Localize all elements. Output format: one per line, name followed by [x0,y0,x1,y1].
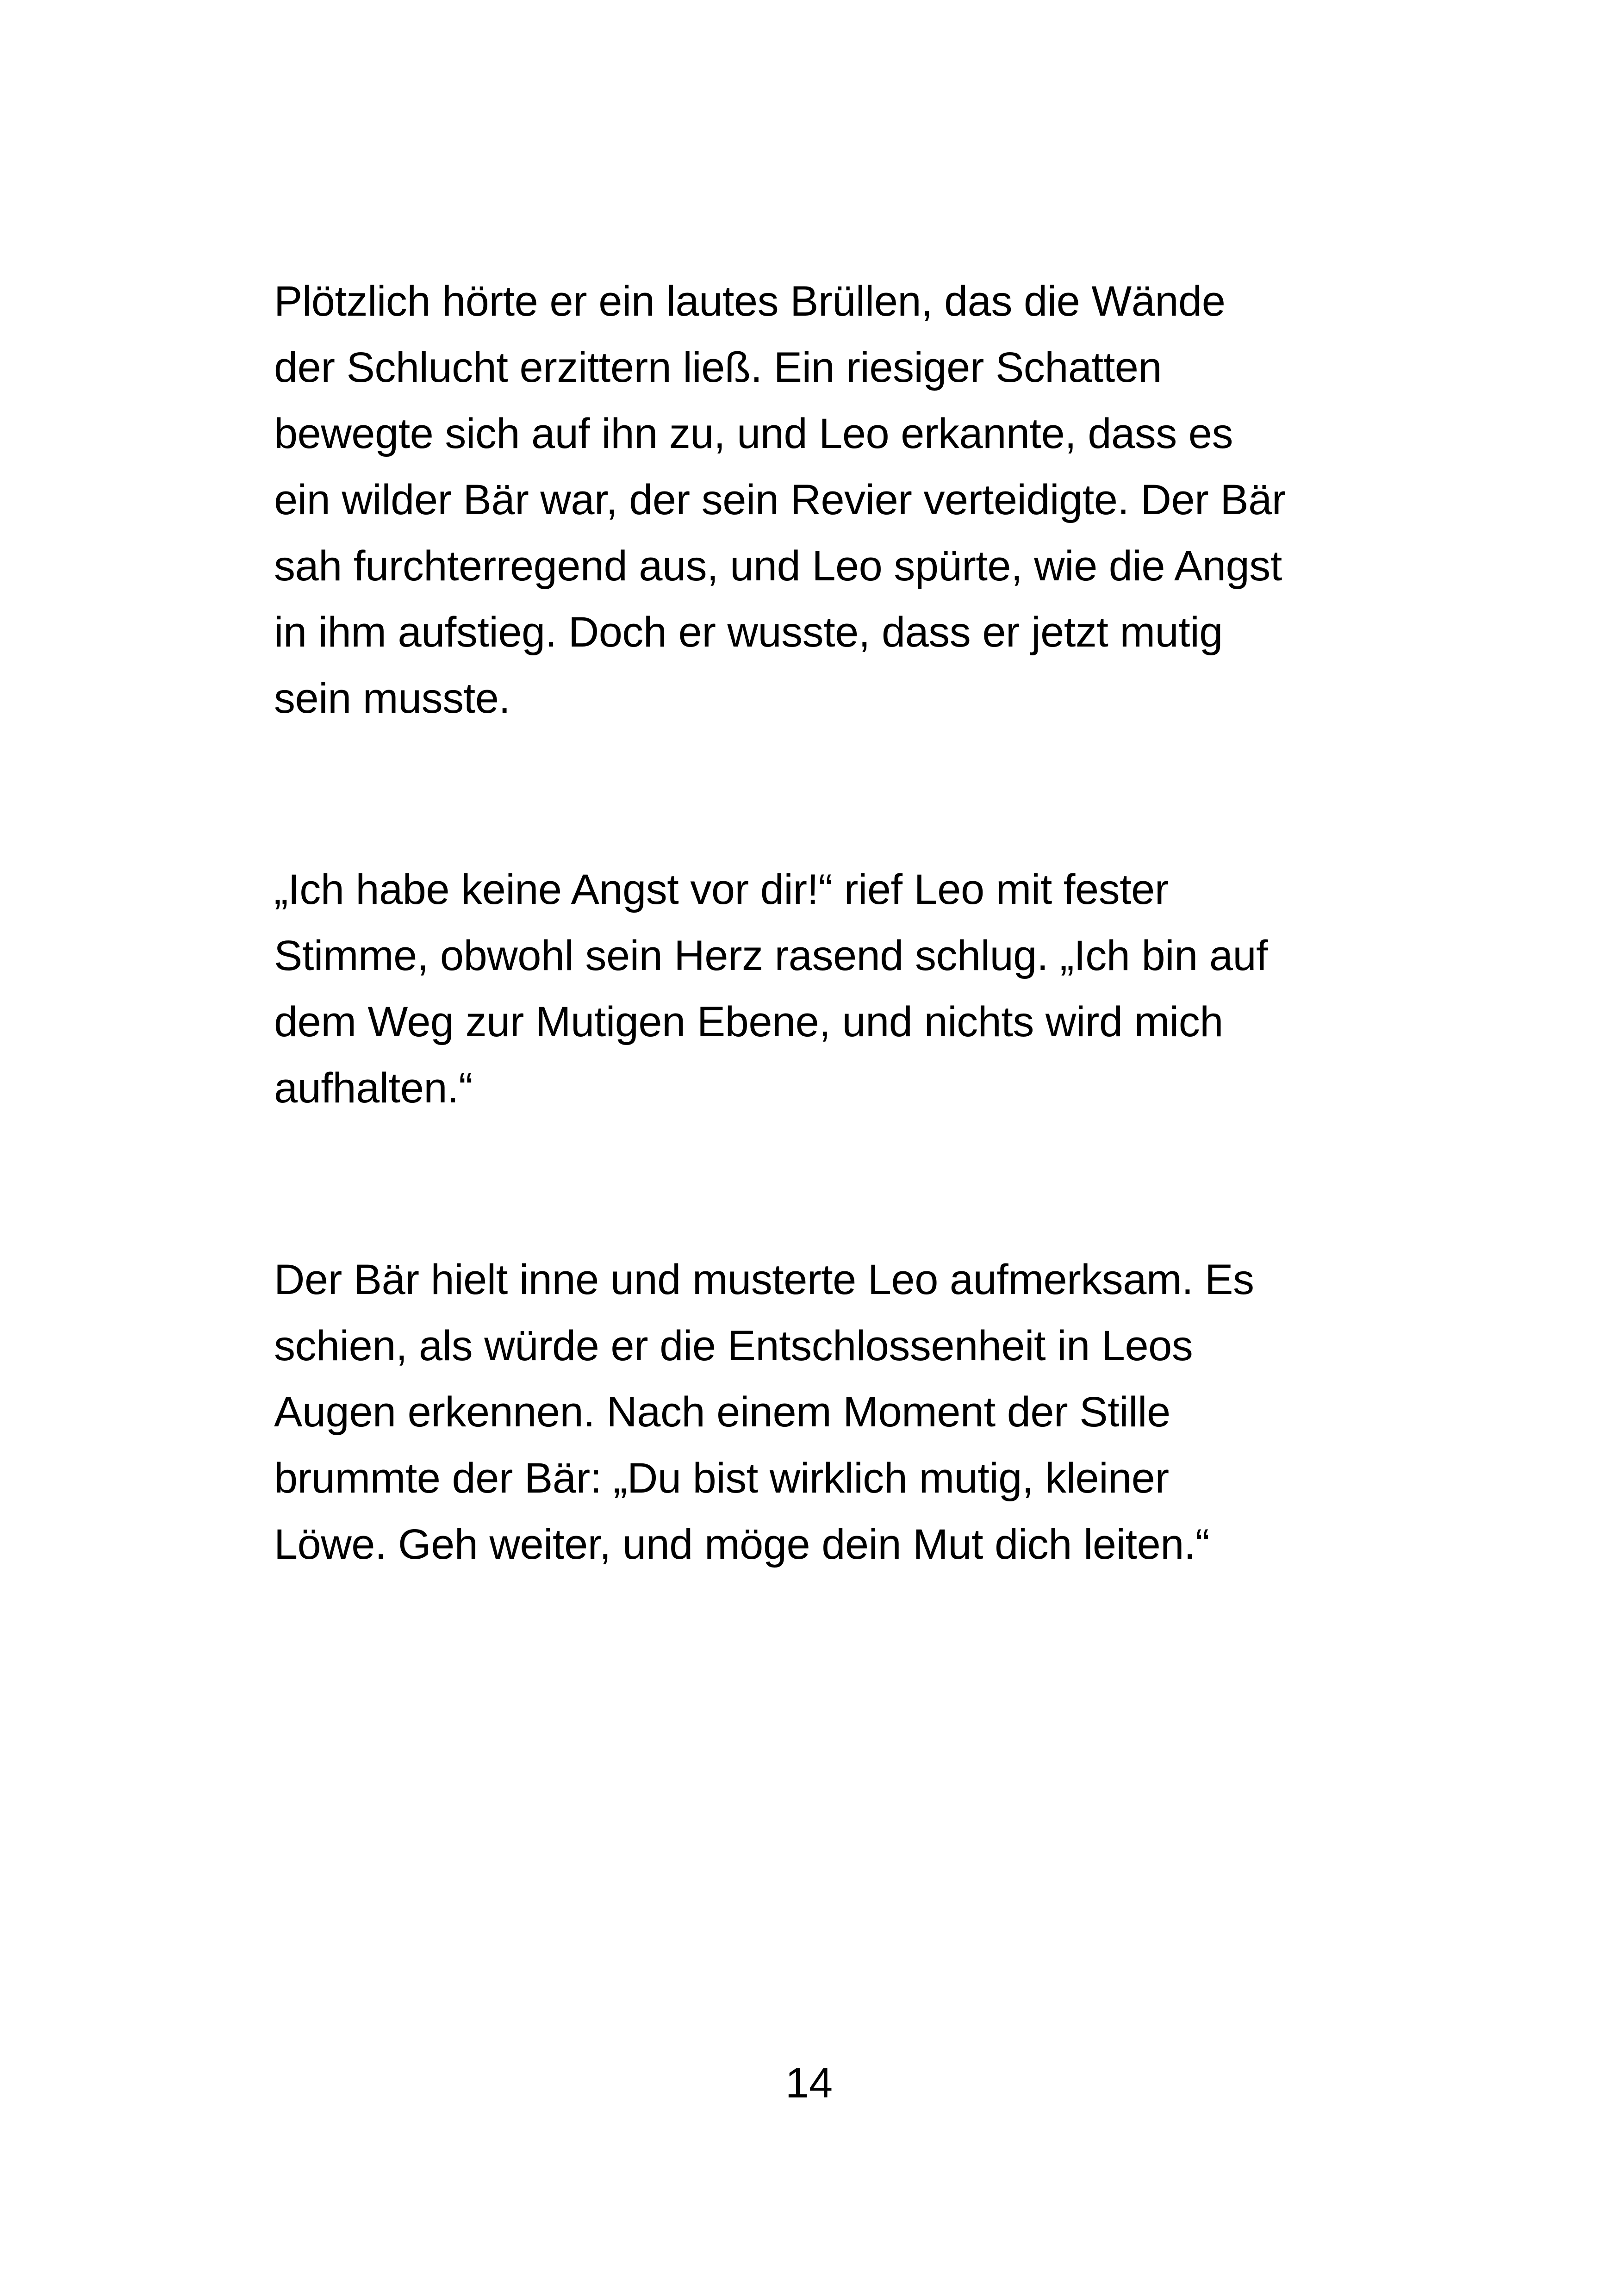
paragraph-line: Der Bär hielt inne und musterte Leo aufmerksam. Es [274,1256,1254,1303]
paragraph-line: aufhalten.“ [274,1064,473,1112]
paragraph-line: sah furchterregend aus, und Leo spürte, wie die Angst [274,542,1282,590]
paragraph-line: ein wilder Bär war, der sein Revier verteidigte. Der Bär [274,476,1286,523]
paragraph-line: „Ich habe keine Angst vor dir!“ rief Leo mit fester [274,866,1169,913]
paragraph-line: sein musste. [274,675,510,722]
paragraph-1 [274,268,1357,732]
paragraph-2 [274,857,1357,1121]
paragraph-line: in ihm aufstieg. Doch er wusste, dass er jetzt mutig [274,609,1223,656]
paragraph-line: Plötzlich hörte er ein lautes Brüllen, das die Wände [274,278,1226,325]
paragraph-line: Stimme, obwohl sein Herz rasend schlug. „Ich bin auf [274,932,1268,979]
paragraph-line: der Schlucht erzittern ließ. Ein riesiger Schatten [274,344,1162,391]
paragraph-line: Löwe. Geh weiter, und möge dein Mut dich leiten.“ [274,1521,1210,1568]
page-number: 14 [785,2060,833,2107]
paragraph-line: bewegte sich auf ihn zu, und Leo erkannte, dass es [274,410,1233,457]
paragraph-line: schien, als würde er die Entschlossenheit in Leos [274,1322,1193,1369]
paragraph-line: brummte der Bär: „Du bist wirklich mutig, kleiner [274,1455,1169,1502]
paragraph-3 [274,1247,1357,1578]
paragraph-line: dem Weg zur Mutigen Ebene, und nichts wird mich [274,998,1223,1045]
paragraph-line: Augen erkennen. Nach einem Moment der Stille [274,1388,1170,1436]
